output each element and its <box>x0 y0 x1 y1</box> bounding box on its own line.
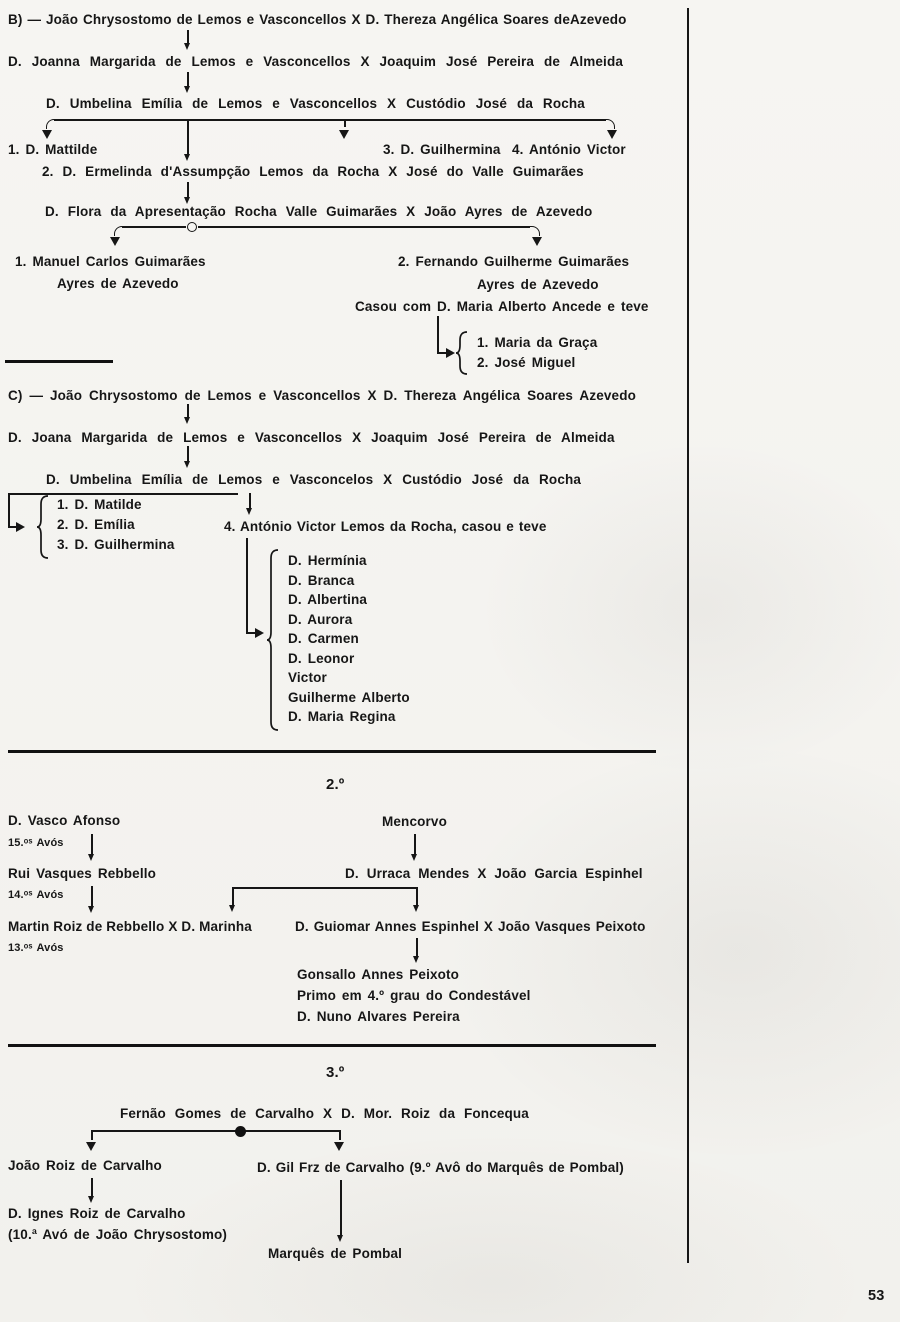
s2-left-gen13-couple: Martin Roiz de Rebbello X D. Marinha <box>8 919 252 934</box>
branch-corner-right <box>605 119 615 129</box>
down-arrow <box>416 938 418 956</box>
branch-corner-left <box>114 226 124 236</box>
b-child-1: 1. D. Mattilde <box>8 142 98 157</box>
down-arrow <box>187 119 189 154</box>
down-arrowhead <box>42 130 52 139</box>
s3-gen1-couple: Fernão Gomes de Carvalho X D. Mor. Roiz da Foncequa <box>120 1106 529 1121</box>
branch-line <box>198 226 530 228</box>
section-separator-rule <box>8 750 656 753</box>
b-son2-name-cont: Ayres de Azevedo <box>477 277 599 292</box>
s3-right-descendant: Marquês de Pombal <box>268 1246 403 1261</box>
section-3-heading: 3.º <box>326 1064 345 1081</box>
down-arrow <box>187 30 189 43</box>
down-arrow <box>187 182 189 197</box>
connector-line <box>91 1130 93 1140</box>
c-grandchild: D. Aurora <box>288 612 353 627</box>
right-arrowhead <box>16 522 25 532</box>
page-number: 53 <box>868 1288 885 1304</box>
c-gen3-couple: D. Umbelina Emília de Lemos e Vasconcelos X Custódio José da Rocha <box>46 472 582 487</box>
c-grandchild: D. Branca <box>288 573 355 588</box>
page-divider-rule <box>687 8 689 1263</box>
s2-left-gen13-note: 13.ᵒˢ Avós <box>8 942 64 954</box>
s3-left-son: João Roiz de Carvalho <box>8 1158 162 1173</box>
branch-line <box>233 887 418 889</box>
b-grandchild: 2. José Miguel <box>477 355 576 370</box>
c-gen2-couple: D. Joana Margarida de Lemos e Vasconcellos X Joaquim José Pereira de Almeida <box>8 430 615 445</box>
branch-line <box>54 119 606 121</box>
c-grandchild: D. Albertina <box>288 592 368 607</box>
connector-line <box>8 526 16 528</box>
connector-line <box>339 1130 341 1140</box>
b-gen5-couple: D. Flora da Apresentação Rocha Valle Guimarães X João Ayres de Azevedo <box>45 204 593 219</box>
s2-right-gen2-couple: D. Urraca Mendes X João Garcia Espinhel <box>345 866 643 881</box>
down-arrow <box>249 493 251 508</box>
b-son1-name: 1. Manuel Carlos Guimarães <box>15 254 206 269</box>
c-daughter: 3. D. Guilhermina <box>57 537 175 552</box>
down-arrow <box>91 834 93 854</box>
c-daughter: 2. D. Emília <box>57 517 135 532</box>
down-arrow <box>187 72 189 86</box>
connector-line <box>246 632 255 634</box>
down-arrow <box>232 887 234 905</box>
s2-left-gen15-note: 15.ᵒˢ Avós <box>8 837 64 849</box>
s2-left-gen14-note: 14.ᵒˢ Avós <box>8 889 64 901</box>
s2-left-gen14: Rui Vasques Rebbello <box>8 866 157 881</box>
section-separator-rule <box>8 1044 656 1047</box>
s3-right-son: D. Gil Frz de Carvalho (9.º Avô do Marquês de Pombal) <box>257 1160 624 1175</box>
right-arrowhead <box>255 628 264 638</box>
s2-right-gen3-couple: D. Guiomar Annes Espinhel X João Vasques Peixoto <box>295 919 646 934</box>
s2-left-gen15: D. Vasco Afonso <box>8 813 121 828</box>
b-son1-name-cont: Ayres de Azevedo <box>57 276 179 291</box>
branch-corner-right <box>530 226 540 236</box>
c-grandchild: D. Maria Regina <box>288 709 396 724</box>
down-arrowhead <box>607 130 617 139</box>
section-2-heading: 2.º <box>326 776 345 793</box>
b-gen1-couple: B) — João Chrysostomo de Lemos e Vasconcellos X D. Thereza Angélica Soares deAzevedo <box>8 12 627 27</box>
down-arrow <box>91 886 93 906</box>
s3-left-grand-note: (10.ª Avó de João Chrysostomo) <box>8 1227 228 1242</box>
down-arrowhead <box>532 237 542 246</box>
s3-left-grand: D. Ignes Roiz de Carvalho <box>8 1206 186 1221</box>
c-grandchild: D. Leonor <box>288 651 355 666</box>
down-arrow <box>187 446 189 461</box>
branch-tick <box>344 121 346 127</box>
c-grandchild: Guilherme Alberto <box>288 690 410 705</box>
branch-line <box>122 226 186 228</box>
separator-rule-short <box>5 360 113 363</box>
down-arrow <box>91 1178 93 1196</box>
branch-corner-left <box>46 119 56 129</box>
s2-right-gen4-note2: D. Nuno Alvares Pereira <box>297 1009 460 1024</box>
c-son4-line: 4. António Victor Lemos da Rocha, casou e teve <box>224 519 547 534</box>
connector-line <box>437 316 439 354</box>
connector-line <box>246 538 248 634</box>
down-arrowhead <box>339 130 349 139</box>
b-grandchild: 1. Maria da Graça <box>477 335 598 350</box>
down-arrow <box>187 404 189 417</box>
b-son2-marriage-note: Casou com D. Maria Alberto Ancede e teve <box>355 299 649 314</box>
marriage-dot <box>235 1126 246 1137</box>
b-gen2-couple: D. Joanna Margarida de Lemos e Vasconcellos X Joaquim José Pereira de Almeida <box>8 54 624 69</box>
c-grandchild: D. Carmen <box>288 631 359 646</box>
c-daughter: 1. D. Matilde <box>57 497 142 512</box>
b-gen3-couple: D. Umbelina Emília de Lemos e Vasconcellos X Custódio José da Rocha <box>46 96 585 111</box>
down-arrowhead <box>334 1142 344 1151</box>
c-gen1-couple: C) — João Chrysostomo de Lemos e Vasconcellos X D. Thereza Angélica Soares Azevedo <box>8 388 636 403</box>
down-arrowhead <box>110 237 120 246</box>
right-arrowhead <box>446 348 455 358</box>
down-arrowhead <box>86 1142 96 1151</box>
branch-line <box>92 1130 340 1132</box>
brace <box>36 495 50 564</box>
marriage-circle <box>187 222 197 232</box>
b-child-4: 4. António Victor <box>512 142 626 157</box>
b-child-2-couple: 2. D. Ermelinda d'Assumpção Lemos da Rocha X José do Valle Guimarães <box>42 164 584 179</box>
s2-right-gen4-name: Gonsallo Annes Peixoto <box>297 967 460 982</box>
c-grandchild: D. Hermínia <box>288 553 367 568</box>
s2-right-gen1: Mencorvo <box>382 814 447 829</box>
connector-line <box>8 493 10 528</box>
down-arrow <box>340 1180 342 1235</box>
s2-right-gen4-note: Primo em 4.º grau do Condestável <box>297 988 531 1003</box>
down-arrow <box>416 887 418 905</box>
down-arrow <box>414 834 416 854</box>
brace <box>455 331 469 380</box>
connector-line <box>437 352 446 354</box>
b-child-3: 3. D. Guilhermina <box>383 142 501 157</box>
c-grandchild: Victor <box>288 670 327 685</box>
brace <box>266 549 280 736</box>
b-son2-name: 2. Fernando Guilherme Guimarães <box>398 254 630 269</box>
